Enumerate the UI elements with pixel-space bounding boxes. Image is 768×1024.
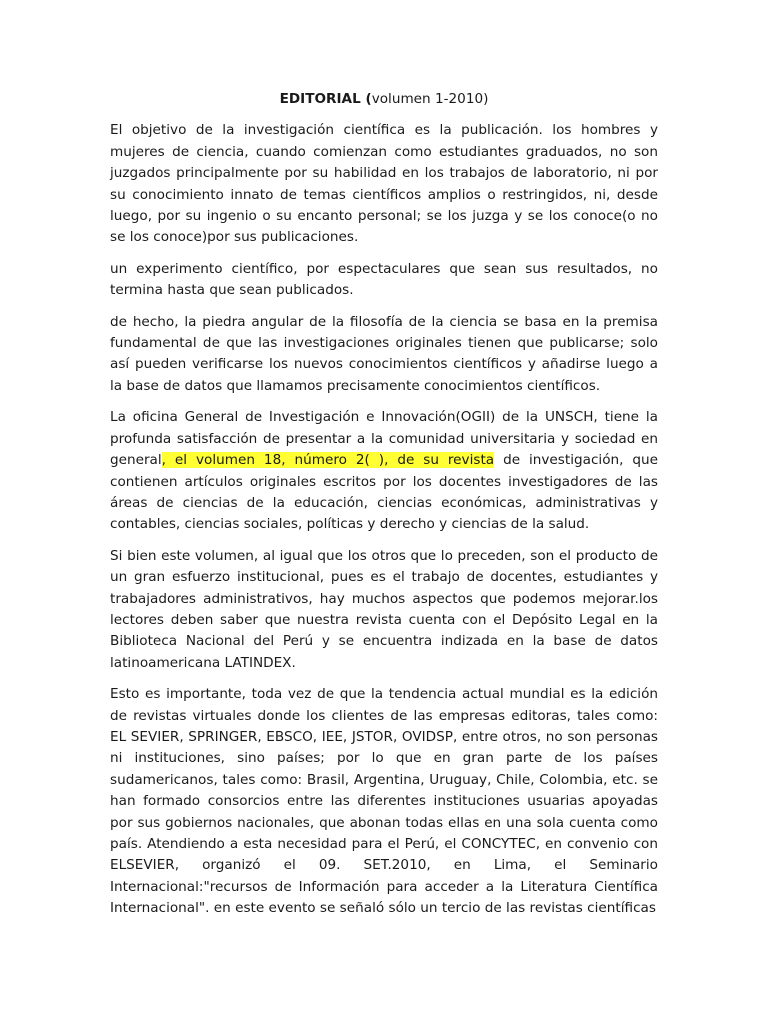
- document-body: [110, 89, 658, 930]
- paragraph-4-start: La oficina General de Investigación e Innovación(OGII) de la UNSCH, tiene la profunda satisfacción de presentar a la comunidad universitaria y sociedad en general: [110, 409, 658, 469]
- paragraph-6: Esto es importante, toda vez de que la tendencia actual mundial es la edición de revistas virtuales donde los clientes de las empresas editoras, tales como: EL SEVIER, SPRINGER, EBSCO, IEE, JSTOR, OVIDSP, entre otros, no son personas ni instituciones, sino países; por lo que en gran parte de los países sudamericanos, tales como: Brasil, Argentina, Uruguay, Chile, Colombia, etc. se han formado consorcios entre las diferentes instituciones usuarias apoyadas por sus gobiernos nacionales, que abonan todas ellas en una sola cuenta como país. Atendiendo a esta necesidad para el Perú, el CONCYTEC, en convenio con ELSEVIER, organizó el 09. SET.2010, en Lima, el Seminario Internacional:"recursos de Información para acceder a la Literatura Científica Internacional". en este evento se señaló sólo un tercio de las revistas científicas: [110, 686, 658, 917]
- paragraph-4-end: de investigación, que contienen artículos originales escritos por los docentes investigadores de las áreas de ciencias de la educación, ciencias económicas, administrativas y contables, ciencias sociales, políticas y derecho y ciencias de la salud.: [110, 452, 658, 533]
- page-title: [110, 89, 658, 110]
- title-rest: volumen 1-2010): [371, 91, 489, 107]
- paragraph-4: [110, 407, 658, 535]
- paragraph-5: Si bien este volumen, al igual que los otros que lo preceden, son el producto de un gran esfuerzo institucional, pues es el trabajo de docentes, estudiantes y trabajadores administrativos, hay muchos aspectos que podemos mejorar.los lectores deben saber que nuestra revista cuenta con el Depósito Legal en la Biblioteca Nacional del Perú y se encuentra indizada en la base de datos latinoamericana LATINDEX.: [110, 547, 658, 671]
- paragraph-1: El objetivo de la investigación científica es la publicación. los hombres y mujeres de ciencia, cuando comienzan como estudiantes graduados, no son juzgados principalmente por su habilidad en los trabajos de laboratorio, ni por su conocimiento innato de temas científicos amplios o restringidos, ni, desde luego, por su ingenio o su encanto personal; se los juzga y se los conoce(o no se los conoce)por sus publicaciones.: [110, 122, 658, 246]
- paragraph-2: un experimento científico, por espectaculares que sean sus resultados, no termina hasta que sean publicados.: [110, 260, 658, 299]
- paragraph-3: de hecho, la piedra angular de la filosofía de la ciencia se basa en la premisa fundamental de que las investigaciones originales tienen que publicarse; solo así pueden verificarse los nuevos conocimientos científicos y añadirse luego a la base de datos que llamamos precisamente conocimientos científicos.: [110, 313, 658, 394]
- title-bold: EDITORIAL (: [279, 91, 372, 107]
- highlighted-text: , el volumen 18, número 2( ), de su revista: [161, 452, 495, 469]
